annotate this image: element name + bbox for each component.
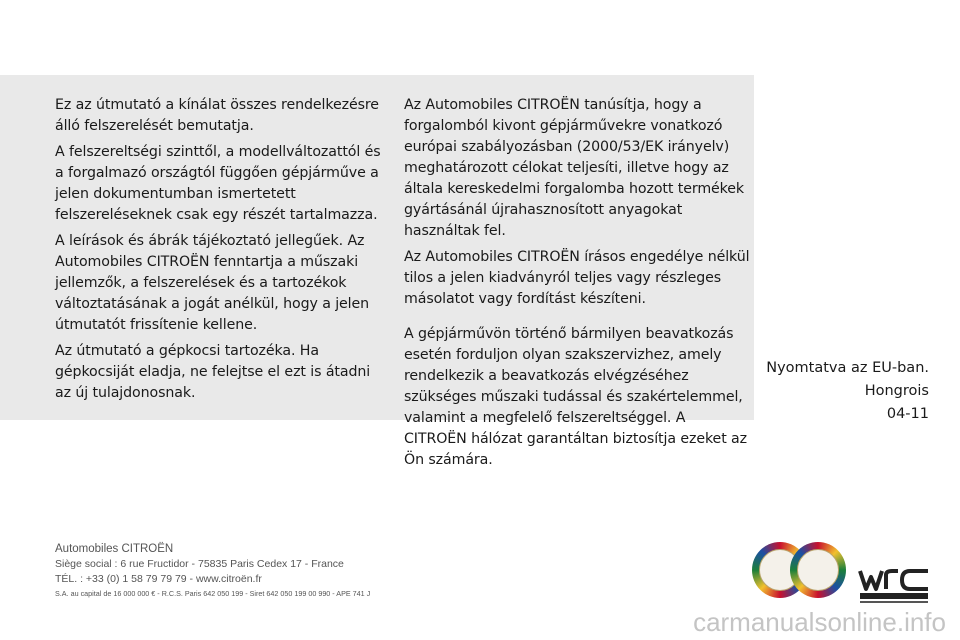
watermark-text: carmanualsonline.info — [693, 607, 946, 637]
company-name: Automobiles CITROËN — [55, 543, 174, 555]
company-footer — [55, 542, 370, 600]
paragraph-disclaimer: A leírások és ábrák tájékoztató jellegűek. Az Automobiles CITROËN fenntartja a műszaki jellemzők, a felszerelések és a tartozékok változtatásának a jogát anélkül, hogy a jelen útmutatót frissítenie kellene. — [55, 233, 370, 333]
company-address: Siège social : 6 rue Fructidor - 75835 Paris Cedex 17 - France — [55, 558, 344, 570]
company-legal: S.A. au capital de 16 000 000 € - R.C.S. Paris 642 050 199 - Siret 642 050 199 00 990 - APE 741 J — [55, 589, 371, 598]
company-contact: TÉL. : +33 (0) 1 58 79 79 79 - www.citroën.fr — [55, 573, 262, 585]
language-label: Hongrois — [864, 383, 929, 399]
paragraph-recycling: Az Automobiles CITROËN tanúsítja, hogy a forgalomból kivont gépjárművekre vonatkozó európai szabályozásban (2000/53/EK irányelv) meghatározott célokat teljesíti, illetve hogy az általa kereskedelmi forgalomba hozott termékek gyártásánál újrahasznosított anyagokat használtak fel. — [404, 97, 745, 239]
paragraph-equipment: A felszereltségi szinttől, a modellváltozattól és a forgalmazó országtól függően gépjárműve a jelen dokumentumban ismertetett felszereléseknek csak egy részét tartalmazza. — [55, 144, 381, 223]
wrc-logo-icon — [858, 567, 930, 605]
paragraph-service: A gépjárművön történő bármilyen beavatkozás esetén forduljon olyan szakszervizhez, amely rendelkezik a beavatkozás elvégzéséhez szükséges műszaki tudással és szakértelemmel, valamint a megfelelő felszereltséggel. A CITROËN hálózat garantáltan biztosítja ezeket az Ön számára. — [404, 326, 748, 468]
print-info — [766, 357, 929, 426]
paragraph-overview: Ez az útmutató a kínálat összes rendelkezésre álló felszerelését bemutatja. — [55, 97, 379, 134]
left-text-column — [55, 95, 385, 409]
paragraph-copyright: Az Automobiles CITROËN írásos engedélye nélkül tilos a jelen kiadványról teljes vagy részleges másolatot vagy fordítást készíteni. — [404, 249, 750, 307]
paragraph-handover: Az útmutató a gépkocsi tartozéka. Ha gépkocsiját eladja, ne felejtse el ezt is átadni az új tulajdonosnak. — [55, 343, 371, 401]
printed-in-label: Nyomtatva az EU-ban. — [766, 360, 929, 376]
edition-code: 04-11 — [886, 406, 929, 422]
champion-seal-loeb-icon — [790, 542, 846, 598]
right-text-column — [404, 95, 750, 476]
